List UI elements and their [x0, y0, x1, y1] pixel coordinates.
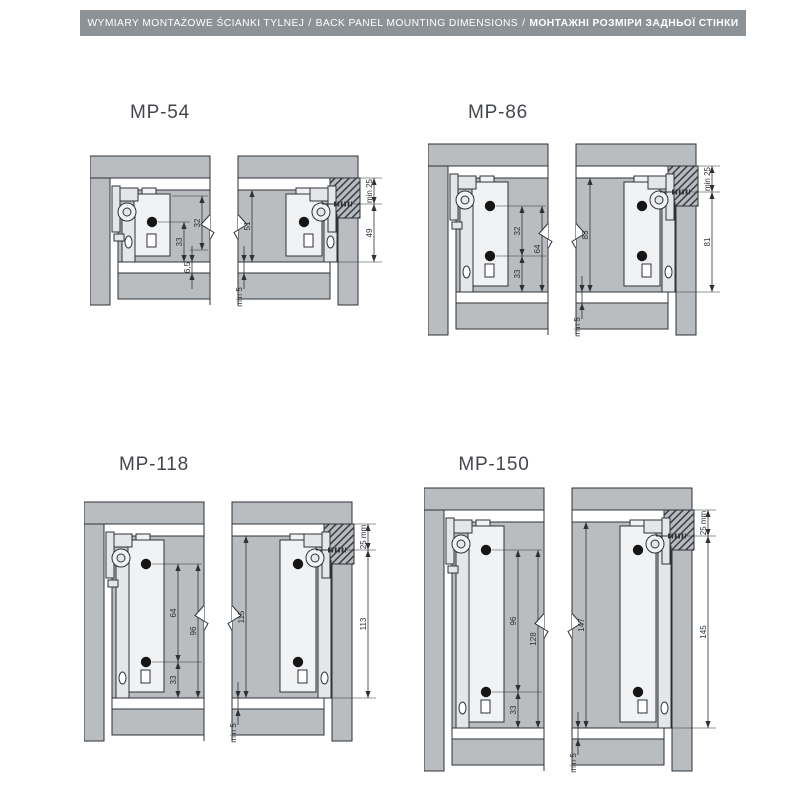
mounting-hole — [293, 559, 303, 569]
diagram-title: MP-54 — [130, 102, 190, 123]
technical-drawing-holder — [84, 492, 402, 755]
drawer-bottom-panel — [112, 698, 204, 709]
diagram-mp-54 — [90, 100, 408, 319]
dimension-label: min 5 — [235, 287, 244, 307]
front-bracket-foot — [108, 580, 118, 587]
dimension-label: min 5 — [569, 753, 578, 773]
dimension-label: 32 — [193, 218, 202, 228]
roller-hub — [461, 196, 469, 204]
front-bracket-plate — [648, 176, 666, 189]
roller-hub — [311, 554, 319, 562]
diagram-mp-150 — [424, 452, 742, 785]
dimension-label: 64 — [169, 608, 178, 618]
cabinet-bottom-board — [112, 709, 204, 735]
flange-slot — [665, 266, 672, 278]
technical-drawing-mp-118 — [84, 492, 402, 755]
technical-drawing-mp-150 — [424, 478, 742, 785]
mounting-hole — [485, 251, 495, 261]
dimension-label: 33 — [175, 237, 184, 247]
cabinet-top-board — [576, 144, 696, 166]
dimension-label: min 25 — [365, 178, 374, 204]
mounting-hole — [141, 559, 151, 569]
dimension-label: 96 — [509, 616, 518, 626]
flange-slot — [661, 702, 668, 714]
front-bracket-plate — [120, 188, 138, 201]
dimension-label: 33 — [169, 675, 178, 685]
slide-slot — [485, 264, 494, 277]
mounting-hole — [481, 687, 491, 697]
cabinet-side-board — [424, 510, 444, 771]
cabinet-bottom-board — [572, 739, 664, 765]
dimension-label: 64 — [533, 244, 542, 254]
flange-slot — [321, 672, 328, 684]
drawer-bottom-panel — [452, 728, 544, 739]
dimension-arrow — [705, 536, 710, 543]
flange-slot — [459, 702, 466, 714]
dimension-label: 33 — [513, 269, 522, 279]
mounting-hole — [637, 251, 647, 261]
front-bracket-plate — [310, 188, 328, 201]
technical-drawing-holder — [90, 146, 408, 319]
roller-hub — [123, 208, 131, 216]
diagram-title: MP-150 — [458, 454, 530, 475]
cabinet-side-board — [428, 166, 448, 335]
cabinet-top-board — [84, 502, 204, 524]
dimension-label: 32 — [513, 226, 522, 236]
front-bracket-plate — [114, 534, 132, 547]
technical-drawing-mp-86 — [428, 134, 746, 349]
dimension-label: 96 — [189, 626, 198, 636]
dimension-label: 81 — [703, 237, 712, 247]
cabinet-top-board — [232, 502, 352, 524]
flange-slot — [119, 672, 126, 684]
cabinet-bottom-board — [238, 273, 330, 299]
roller-hub — [651, 540, 659, 548]
front-bracket-foot — [448, 566, 458, 573]
technical-drawing-holder — [424, 478, 742, 785]
slide-slot — [642, 264, 651, 277]
slide-bracket-flange — [658, 546, 671, 728]
mounting-hole — [633, 687, 643, 697]
dimension-label: 128 — [529, 632, 538, 646]
slide-slot — [298, 670, 307, 683]
diagram-mp-118 — [84, 452, 402, 755]
technical-drawing-holder — [428, 134, 746, 349]
slide-slot — [304, 234, 313, 247]
dimension-label: 25 mm — [359, 524, 368, 550]
dimension-arrow — [709, 285, 714, 292]
cabinet-bottom-board — [452, 739, 544, 765]
mounting-hole — [481, 545, 491, 555]
dimension-label: 115 — [237, 610, 246, 624]
header-title-ua: МОНТАЖНІ РОЗМІРИ ЗАДНЬОЇ СТІНКИ — [529, 17, 739, 29]
header-separator: / — [308, 17, 312, 29]
mounting-hole — [147, 217, 157, 227]
mounting-hole — [293, 657, 303, 667]
dimension-label: 25 mm — [699, 510, 708, 536]
flange-slot — [463, 266, 470, 278]
header-bar — [80, 10, 746, 36]
cabinet-top-board — [428, 144, 548, 166]
dimension-label: 33 — [509, 705, 518, 715]
dimension-label: 83 — [581, 230, 590, 240]
cabinet-bottom-board — [456, 303, 548, 329]
slide-slot — [147, 234, 156, 247]
dimension-arrow — [365, 550, 370, 557]
mounting-hole — [485, 201, 495, 211]
dimension-label: min 25 — [703, 166, 712, 192]
mounting-hole — [299, 217, 309, 227]
diagram-title: MP-86 — [468, 102, 528, 123]
dimension-label: 113 — [359, 617, 368, 631]
cabinet-side-board — [84, 524, 104, 741]
header-title-pl: WYMIARY MONTAŻOWE ŚCIANKI TYLNEJ — [87, 17, 305, 29]
diagram-title: MP-118 — [119, 454, 189, 475]
front-bracket-plate — [454, 520, 472, 533]
technical-drawing-mp-54 — [90, 146, 408, 319]
drawer-bottom-panel — [118, 262, 210, 273]
cabinet-top-board — [424, 488, 544, 510]
diagram-mp-86 — [428, 100, 746, 349]
mounting-hole — [637, 201, 647, 211]
dimension-label: 145 — [699, 625, 708, 639]
dimension-arrow — [365, 691, 370, 698]
dimension-label: min 5 — [229, 723, 238, 743]
dimension-arrow — [709, 192, 714, 199]
roller-hub — [117, 554, 125, 562]
header-separator: / — [522, 17, 526, 29]
flange-slot — [327, 236, 334, 248]
front-bracket-foot — [114, 234, 124, 241]
front-bracket-plate — [644, 520, 662, 533]
dimension-label: 147 — [577, 618, 586, 632]
dimension-arrow — [371, 255, 376, 262]
cabinet-top-board — [90, 156, 210, 178]
mounting-hole — [633, 545, 643, 555]
front-bracket-plate — [458, 176, 476, 189]
dimension-label: min 5 — [573, 317, 582, 337]
roller-hub — [457, 540, 465, 548]
slide-slot — [638, 700, 647, 713]
drawer-bottom-panel — [572, 728, 664, 739]
drawer-bottom-panel — [576, 292, 668, 303]
slide-slot — [141, 670, 150, 683]
cabinet-bottom-board — [576, 303, 668, 329]
dimension-arrow — [705, 721, 710, 728]
dimension-arrow — [371, 204, 376, 211]
drawer-bottom-panel — [232, 698, 324, 709]
front-bracket-foot — [452, 222, 462, 229]
roller-hub — [655, 196, 663, 204]
dimension-label: 49 — [365, 228, 374, 238]
slide-slot — [481, 700, 490, 713]
dimension-label: 6,5 — [183, 261, 192, 274]
roller-hub — [317, 208, 325, 216]
flange-slot — [125, 236, 132, 248]
drawer-bottom-panel — [456, 292, 548, 303]
cabinet-top-board — [238, 156, 358, 178]
cabinet-bottom-board — [232, 709, 324, 735]
mounting-hole — [141, 657, 151, 667]
drawer-bottom-panel — [238, 262, 330, 273]
cabinet-bottom-board — [118, 273, 210, 299]
cabinet-top-board — [572, 488, 692, 510]
header-title-en: BACK PANEL MOUNTING DIMENSIONS — [315, 17, 519, 29]
front-bracket-plate — [304, 534, 322, 547]
dimension-label: 51 — [243, 221, 252, 231]
cabinet-side-board — [90, 178, 110, 305]
